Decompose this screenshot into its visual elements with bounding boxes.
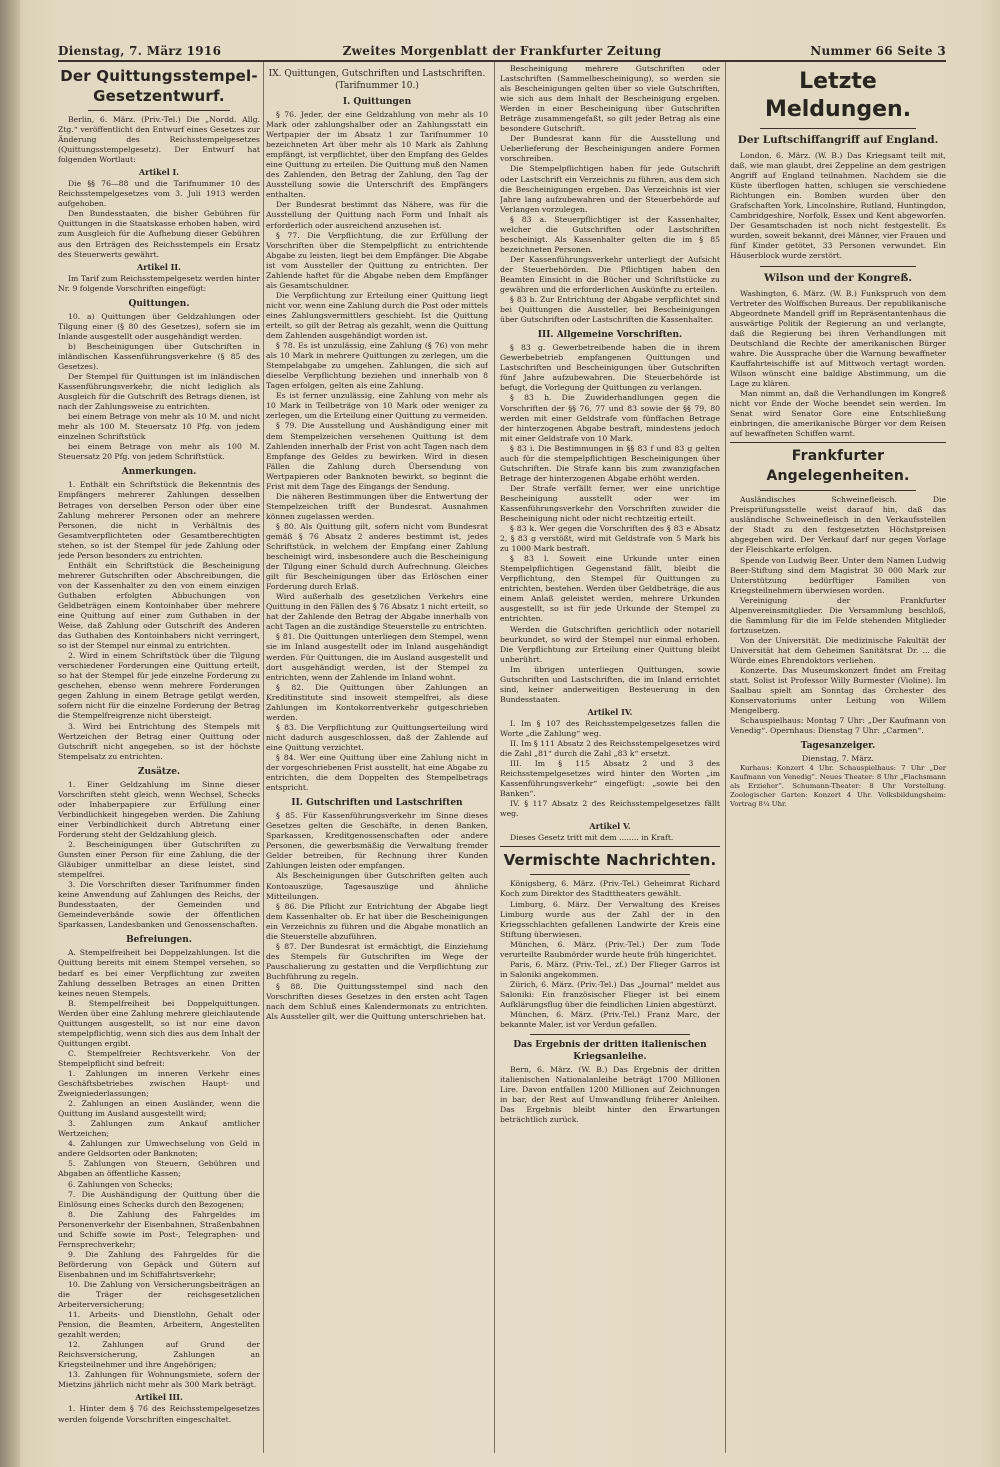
paragraph: Im übrigen unterliegen Quittungen, sowie Gutschriften und Lastschriften, die im Inland errichtet sind, keiner anderweitigen Besteuerung in den Bundesstaaten. (500, 664, 720, 704)
section-rule (500, 846, 720, 847)
paragraph: § 85. Für Kassenführungsverkehr im Sinne dieses Gesetzes gelten die Geschäfte, in denen Banken, Sparkassen, Kreditgenossenschaften oder andere Personen, die gewerbsmäßig die Verwaltung fremder Gelder betreiben, für Rechnung ihrer Kunden Zahlungen leisten oder empfangen. (266, 811, 488, 871)
paragraph: IV. § 117 Absatz 2 des Reichsstempelgesetzes fällt weg. (500, 799, 720, 819)
paragraph: Der Strafe verfällt ferner, wer eine unrichtige Bescheinigung ausstellt oder wer im Kassenführungsverkehr den Vorschriften zuwider die Bescheinigung nicht oder nicht rechtzeitig erteilt. (500, 483, 720, 524)
paragraph: Bern, 6. März. (W. B.) Das Ergebnis der dritten italienischen Nationalanleihe beträgt 1700 Millionen Lire. Davon entfallen 1200 Millionen auf Zeichnungen in bar, der Rest auf Umwandlung früherer Anleihen. Das Ergebnis bleibt hinter den Erwartungen beträchtlich zurück. (500, 1065, 720, 1125)
section-heading: Anmerkungen. (121, 467, 197, 478)
paragraph: Dieses Gesetz tritt mit dem ........ in Kraft. (510, 833, 674, 843)
section-heading: II. Gutschriften und Lastschriften (291, 798, 463, 809)
paragraph: Limburg, 6. März. Der Verwaltung des Kreises Limburg wurde aus der Zahl der in den Kriegsschlachten gefallenen Landwirte der Kreis eine Stiftung überwiesen. (500, 899, 720, 939)
paragraph: Von der Universität. Die medizinische Fakultät der Universität hat dem Geheimen Sanitätsrat Dr. ... die Würde eines Ehrendoktors verliehen. (730, 635, 946, 665)
paragraph: § 84. Wer eine Quittung über eine Zahlung nicht in der vorgeschriebenen Frist ausstellt, hat eine Abgabe zu entrichten, die dem Doppelten des Stempelbetrags entspricht. (266, 753, 488, 793)
section-title: Letzte Meldungen. (764, 69, 912, 122)
paragraph: 11. Arbeits- und Dienstlohn, Gehalt oder Pension, die Beamten, Arbeitern, Angestellten gezahlt werden; (58, 1310, 260, 1340)
paragraph: 5. Zahlungen von Steuern, Gebühren und Abgaben an öffentliche Kassen; (58, 1159, 260, 1179)
article-title: Wilson und der Kongreß. (764, 271, 912, 284)
paragraph: Der Bundesrat kann für die Ausstellung und Ueberlieferung der Bescheinigungen andere Formen vorschreiben. (500, 134, 720, 164)
paragraph: Als Bescheinigungen über Gutschriften gelten auch Kontoauszüge, Tagesauszüge und ähnliche Mitteilungen. (266, 871, 488, 901)
paragraph: § 83 i. Die Bestimmungen in §§ 83 f und 83 g gelten auch für die stempelpflichtigen Bescheinigungen über Gutschriften. Die Strafe kann bis zum zwanzigfachen Betrage der hinterzogenen Abgabe erhöht werden. (500, 443, 720, 483)
section-heading: III. Allgemeine Vorschriften. (537, 330, 683, 341)
section-heading: Quittungen. (128, 298, 190, 309)
section-heading: I. Quittungen (342, 97, 412, 107)
paragraph: C. Stempelfreier Rechtsverkehr. Von der Stempelpflicht sind befreit: (58, 1048, 260, 1068)
paragraph: Werden die Gutschriften gerichtlich oder notariell beurkundet, so wird der Stempel nur einmal erhoben. Die Verpflichtung zur Erteilung einer Quittung bleibt unberührt. (500, 624, 720, 664)
paragraph: Enthält ein Schriftstück die Bescheinigung mehrerer Gutschriften oder Abschreibungen, die von der Kassenhalter zu den von einem einzigen Guthaben erfolgten Abbuchungen von Geldbeträgen einem Kontoinhaber über mehrere eine Quittung auf einer zum Guthaben in der Weise, daß Zahlung oder Gutschrift des Anderen das Guthaben des Kontoinhabers nicht verringert, so ist der Stempel nur einmal zu entrichten. (58, 560, 260, 651)
column-1 (58, 64, 260, 1453)
paragraph: II. Im § 111 Absatz 2 des Reichsstempelgesetzes wird die Zahl „81“ durch die Zahl „83 k“ ersetzt. (500, 739, 720, 759)
paragraph: Spende von Ludwig Beer. Unter dem Namen Ludwig Beer-Stiftung sind dem Magistrat 30 000 Mark zur Unterstützung bedürftiger Familien von Kriegsteilnehmern überwiesen worden. (730, 555, 946, 595)
column-divider (494, 62, 495, 1453)
section-heading: Tagesanzeiger. (800, 741, 876, 752)
paragraph: Man nimmt an, daß die Verhandlungen im Kongreß nicht vor Ende der Woche beendet sein werden. Im Senat wird Senator Gore eine Entschließung einbringen, die amerikanische Bürger vor dem Reisen auf bewaffneten Schiffen warnt. (730, 388, 946, 439)
paragraph: § 86. Die Pflicht zur Entrichtung der Abgabe liegt dem Kassenhalter ob. Er hat über die Bescheinigungen ein Verzeichnis zu führen und die Abgabe monatlich an die Steuerstelle abzuführen. (266, 901, 488, 941)
paragraph: § 83 l. Soweit eine Urkunde unter einen Stempelpflichtigen Gegenstand fällt, bleibt die Verpflichtung, den Stempel für Quittungen zu entrichten, bestehen. Werden über Geldbeträge, die aus einem Anlaß geleistet werden, mehrere Urkunden ausgestellt, so ist für jede Urkunde der Stempel zu entrichten. (500, 554, 720, 624)
article-heading: Artikel V. (589, 821, 631, 832)
paragraph: Die näheren Bestimmungen über die Entwertung der Stempelzeichen trifft der Bundesrat. Ausnahmen können zugelassen werden. (266, 491, 488, 521)
paragraph: 9. Die Zahlung des Fahrgeldes für die Beförderung von Gepäck und Gütern auf Eisenbahnen und im Schiffahrtsverkehr; (58, 1249, 260, 1279)
section-rule (730, 442, 946, 443)
title-rule (530, 874, 690, 875)
paragraph: § 76. Jeder, der eine Geldzahlung von mehr als 10 Mark oder zahlungshalber oder an Zahlungsstatt ein Wertpapier der im Absatz 1 zur Tarifnummer 10 bezeichneten Art über mehr als 10 Mark als Zahlung empfängt, ist verpflichtet, über den Empfang des Geldes eine Quittung zu erteilen. Die Quittung muß den Namen des Zahlenden, den Betrag der Zahlung, den Tag der Ausstellung sowie die Unterschrift des Empfängers enthalten. (266, 110, 488, 200)
paragraph: 10. a) Quittungen über Geldzahlungen oder Tilgung einer (§ 80 des Gesetzes), sofern sie im Inlande ausgestellt oder ausgehändigt werden. (58, 311, 260, 341)
paragraph: § 88. Die Quittungsstempel sind nach den Vorschriften dieses Gesetzes in den ersten acht Tagen nach dem Schluß eines Kalendermonats zu entrichten. Als Aussteller gilt, wer die Quittung unterschrieben hat. (266, 981, 488, 1022)
paragraph: 4. Zahlungen zur Umwechselung von Geld in andere Geldsorten oder Banknoten; (58, 1139, 260, 1159)
paragraph: § 87. Der Bundesrat ist ermächtigt, die Einziehung des Stempels für Gutschriften im Wege der Pauschalierung zu gestatten und die Verpflichtung zur Buchführung zu regeln. (266, 941, 488, 981)
title-rule (88, 110, 230, 111)
binding-edge (0, 0, 20, 1467)
paragraph: Der Bundesrat bestimmt das Nähere, was für die Ausstellung der Quittung nach Form und Inhalt als erforderlich oder ausreichend anzusehen ist. (266, 200, 488, 230)
column-divider (725, 62, 726, 1453)
paragraph: § 83 h. Die Zuwiderhandlungen gegen die Vorschriften der §§ 76, 77 und 83 sowie der §§ 79, 80 werden mit einer Geldstrafe vom fünffachen Betrage der hinterzogenen Abgabe bestraft, mindestens jedoch mit einer Geldstrafe von 10 Mark. (500, 393, 720, 443)
header-masthead: Zweites Morgenblatt der Frankfurter Zeitung (342, 44, 662, 58)
paragraph: I. Im § 107 des Reichsstempelgesetzes fallen die Worte „die Zahlung“ weg. (500, 718, 720, 738)
section-heading: Zusätze. (137, 766, 181, 777)
title-rule (760, 490, 916, 491)
title-rule (530, 1034, 690, 1035)
paragraph: 2. Wird in einem Schriftstück über die Tilgung verschiedener Forderungen eine Quittung erteilt, so hat der Stempel für jede einzelne Forderung zu geschehen, ebenso wenn mehrere Forderungen gegen Zahlung in einem Betrage getilgt werden, sofern nicht für die einzelne Forderung der Betrag die Stempelfreigrenze nicht übersteigt. (58, 651, 260, 721)
paragraph: 6. Zahlungen von Schecks; (68, 1179, 173, 1189)
paragraph: § 81. Die Quittungen unterliegen dem Stempel, wenn sie im Inland ausgestellt oder im Inland ausgehändigt werden. Für Quittungen, die im Ausland ausgestellt und dort ausgehändigt werden, ist der Stempel zu entrichten, wenn der Zahlende im Inland wohnt. (266, 632, 488, 682)
paragraph: Den Bundesstaaten, die bisher Gebühren für Quittungen in die Staatskasse erhoben haben, wird zum Ausgleich für die Aufhebung dieser Gebühren aus den Erträgen des Reichsstempels ein Ersatz des Steuerwerts gewährt. (58, 209, 260, 259)
paragraph: Berlin, 6. März. (Priv.-Tel.) Die „Nordd. Allg. Ztg.“ veröffentlicht den Entwurf eines Gesetzes zur Änderung des Reichsstempelgesetzes (Quittungsstempelgesetz). Der Entwurf hat folgenden Wortlaut: (58, 115, 260, 165)
paragraph: Dienstag, 7. März. (802, 754, 874, 764)
section-title: Vermischte Nachrichten. (503, 851, 717, 870)
paragraph: § 79. Die Ausstellung und Aushändigung einer mit dem Stempelzeichen versehenen Quittung ist dem Zahlenden innerhalb der Frist von acht Tagen nach dem Empfange des Geldes zu bewirken. Wird in diesen Fällen die Zahlung durch Übersendung von Wertpapieren oder Banknoten bewirkt, so beginnt die Frist mit dem Tage des Eingangs der Sendung. (266, 421, 488, 491)
paragraph: Washington, 6. März. (W. B.) Funkspruch von dem Vertreter des Wolffschen Bureaus. Der republikanische Abgeordnete Mandell griff im Repräsentantenhaus die auswärtige Politik der Regierung an und verlangte, daß die Regierung bei ihren Verhandlungen mit Deutschland die Rechte der amerikanischen Bürger wahre. Die Aussprache über die Warnung bewaffneter Kauffahrteischiffe ist auf Mittwoch vertagt worden. Wilson wünscht eine baldige Abstimmung, um die Lage zu klären. (730, 288, 946, 388)
paragraph: Königsberg, 6. März. (Priv.-Tel.) Geheimrat Richard Koch zum Direktor des Stadttheaters gewählt. (500, 879, 720, 899)
paragraph: Ausländisches Schweinefleisch. Die Preisprüfungsstelle weist darauf hin, daß das ausländische Schweinefleisch in den Verkaufsstellen der Stadt zu den festgesetzten Höchstpreisen abgegeben wird. Der Verkauf darf nur gegen Vorlage der Fleischkarte erfolgen. (730, 495, 946, 555)
paragraph: 13. Zahlungen für Wohnungsmiete, sofern der Mietzins jährlich nicht mehr als 300 Mark beträgt. (58, 1370, 260, 1390)
paragraph: 1. Enthält ein Schriftstück die Bekenntnis des Empfängers mehrerer Zahlungen desselben Betrages von derselben Person oder über eine Zahlung mehrerer Personen oder an mehrere Personen, die nicht in Verhältnis des Gesamtverpflichteten oder Gesamtberechtigten stehen, so ist der Stempel für jede Zahlung oder jede Person besonders zu entrichten. (58, 480, 260, 560)
paragraph: 10. Die Zahlung von Versicherungsbeiträgen an die Träger der reichsgesetzlichen Arbeiterversicherung; (58, 1279, 260, 1310)
header-date: Dienstag, 7. März 1916 (58, 44, 222, 58)
paragraph: 3. Zahlungen zum Ankauf amtlicher Wertzeichen; (58, 1119, 260, 1139)
column-2 (266, 64, 488, 1453)
paragraph: Vereinigung der Frankfurter Alpenvereinsmitglieder. Die Versammlung beschloß, die Sammlung für die im Felde stehenden Mitglieder fortzusetzen. (730, 595, 946, 635)
paragraph: Es ist ferner unzulässig, eine Zahlung von mehr als 10 Mark in Teilbeträge von 10 Mark oder weniger zu zerlegen, um die Erteilung einer Quittung zu vermeiden. (266, 391, 488, 421)
paragraph: III. Im § 115 Absatz 2 und 3 des Reichsstempelgesetzes wird hinter den Worten „im Kassenführungsverkehr“ eingefügt: „sowie bei den Banken“. (500, 759, 720, 799)
header-page-number: Nummer 66 Seite 3 (810, 44, 946, 58)
column-divider (263, 62, 264, 1453)
section-heading: Das Ergebnis der dritten italienischen Kriegsanleihe. (513, 1040, 707, 1063)
paragraph: A. Stempelfreiheit bei Doppelzahlungen. Ist die Quittung bereits mit einem Stempel versehen, so bedarf es bei einer Verpflichtung zur zweiten Zahlung desselben Betrages an einen Dritten keines neuen Stempels. (58, 948, 260, 998)
column-4 (730, 64, 946, 1453)
paragraph: München, 6. März. (Priv.-Tel.) Der zum Tode verurteilte Raubmörder wurde heute früh hingerichtet. (500, 939, 720, 959)
section-title: Frankfurter Angelegenheiten. (766, 448, 910, 485)
paragraph: Zürich, 6. März. (Priv.-Tel.) Das „Journal“ meldet aus Saloniki: Ein französischer Flieger ist bei einem Aufklärungsflug über die feindlichen Linien abgestürzt. (500, 979, 720, 1009)
paragraph: 3. Wird bei Entrichtung des Stempels mit Wertzeichen der Betrag einer Quittung oder Gutschrift nicht angegeben, so ist der höchste Stempelsatz zu entrichten. (58, 721, 260, 761)
paragraph: 2. Bescheinigungen über Gutschriften zu Gunsten einer Person für eine Zahlung, die der Gläubiger unmittelbar an diese leistet, sind stempelfrei. (58, 840, 260, 880)
paragraph: B. Stempelfreiheit bei Doppelquittungen. Werden über eine Zahlung mehrere gleichlautende Quittungen ausgestellt, so ist nur eine davon stempelpflichtig, wenn sich dies aus dem Inhalt der Quittungen ergibt. (58, 998, 260, 1048)
paragraph: Der Kassenführungsverkehr unterliegt der Aufsicht der Steuerbehörden. Die Pflichtigen haben den Beamten Einsicht in die Bücher und Schriftstücke zu gewähren und die erforderlichen Auskünfte zu erteilen. (500, 254, 720, 295)
section-heading: Befreiungen. (126, 935, 192, 946)
paragraph: Die Verpflichtung zur Erteilung einer Quittung liegt nicht vor, wenn eine Zahlung durch die Post oder mittels eines Zahlungsvermittlers geschieht. Ist die Quittung erteilt, so gilt der Betrag als gezahlt, wenn die Quittung dem Zahlenden ausgehändigt worden ist. (266, 290, 488, 341)
paragraph: § 83 a. Steuerpflichtiger ist der Kassenhalter, welcher die Gutschriften oder Lastschriften bescheinigt. Als Kassenhalter gelten die im § 85 bezeichneten Personen. (500, 214, 720, 254)
paragraph: 1. Hinter dem § 76 des Reichsstempelgesetzes werden folgende Vorschriften eingeschaltet. (58, 1404, 260, 1424)
paragraph: § 83 b. Zur Entrichtung der Abgabe verpflichtet sind bei Quittungen die Aussteller, bei Bescheinigungen über Gutschriften oder Lastschriften die Kassenhalter. (500, 295, 720, 325)
paragraph: § 77. Die Verpflichtung, die zur Erfüllung der Vorschriften über die Stempelpflicht zu entrichtende Abgabe zu leisten, liegt bei dem Empfänger. Die Abgabe ist vom Aussteller der Quittung zu entrichten. Der Zahlende haftet für die Abgabe neben dem Empfänger als Gesamtschuldner. (266, 230, 488, 290)
paragraph: bei einem Betrage von mehr als 100 M. Steuersatz 20 Pfg. von jedem Schriftstück. (58, 442, 260, 462)
paragraph: Paris, 6. März. (Priv.-Tel., zf.) Der Flieger Garros ist in Saloniki angekommen. (500, 959, 720, 979)
title-rule (760, 266, 916, 267)
paragraph: 2. Zahlungen an einen Ausländer, wenn die Quittung im Ausland ausgestellt wird; (58, 1099, 260, 1119)
paragraph: Wird außerhalb des gesetzlichen Verkehrs eine Quittung in den Fällen des § 76 Absatz 1 nicht erteilt, so hat der Zahlende den Betrag der Abgabe innerhalb von acht Tagen an die zuständige Steuerstelle zu entrichten. (266, 592, 488, 632)
article-title: Der Luftschiffangriff auf England. (737, 134, 939, 146)
article-heading: Artikel III. (135, 1392, 183, 1403)
article-heading: Artikel IV. (587, 706, 633, 717)
paragraph: München, 6. März. (Priv.-Tel.) Franz Marc, der bekannte Maler, ist vor Verdun gefallen. (500, 1010, 720, 1030)
paragraph: 8. Die Zahlung des Fahrgeldes im Personenverkehr der Eisenbahnen, Straßenbahnen und Schiffe sowie im Post-, Telegraphen- und Fernsprechverkehr; (58, 1209, 260, 1249)
paragraph: Bescheinigung mehrere Gutschriften oder Lastschriften (Sammelbescheinigung), so werden sie als Bescheinigungen gelten über so viele Gutschriften, wie sich aus dem Inhalt der Bescheinigung ergeben. Werden in einer Bescheinigung über Gutschriften Beträge zusammengefaßt, so gilt jeder Betrag als eine besondere Gutschrift. (500, 64, 720, 134)
paragraph: Kurhaus: Konzert 4 Uhr. Schauspielhaus: 7 Uhr „Der Kaufmann von Venedig“. Neues Theater: 8 Uhr „Flachsmann als Erzieher“. Schumann-Theater: 8 Uhr Vorstellung. Zoologischer Garten: Konzert 4 Uhr. Volksbildungsheim: Vortrag 8¼ Uhr. (730, 764, 946, 809)
paragraph: bei einem Betrage von mehr als 10 M. und nicht mehr als 100 M. Steuersatz 10 Pfg. von jedem einzelnen Schriftstück (58, 412, 260, 442)
paragraph: 3. Die Vorschriften dieser Tarifnummer finden keine Anwendung auf Zahlungen des Reichs, der Bundesstaaten, der Gemeinden und Gemeindeverbände sowie der öffentlichen Sparkassen, Landesbanken und Genossenschaften. (58, 880, 260, 930)
paragraph: § 83 k. Wer gegen die Vorschriften des § 83 e Absatz 2, § 83 g verstößt, wird mit Geldstrafe von 5 Mark bis zu 1000 Mark bestraft. (500, 524, 720, 554)
paragraph: § 83. Die Verpflichtung zur Quittungserteilung wird nicht dadurch ausgeschlossen, daß der Zahlende auf eine Quittung verzichtet. (266, 722, 488, 752)
article-heading: Artikel I. (138, 167, 180, 178)
paragraph: § 83 g. Gewerbetreibende haben die in ihrem Gewerbebetrieb empfangenen Quittungen und Lastschriften und Bescheinigungen über Gutschriften fünf Jahre aufzubewahren. Die Steuerbehörde ist befugt, die Vorlegung der Quittungen zu verlangen. (500, 343, 720, 393)
paragraph: Im Tarif zum Reichsstempelgesetz werden hinter Nr. 9 folgende Vorschriften eingefügt: (58, 273, 260, 293)
title-rule (760, 128, 916, 129)
paragraph: 7. Die Aushändigung der Quittung über die Einlösung eines Schecks durch den Bezogenen; (58, 1189, 260, 1209)
header-rule (58, 60, 946, 62)
paragraph: § 82. Die Quittungen über Zahlungen an Kreditinstitute sind insoweit stempelfrei, als diese Zahlungen im Kontokorrentverkehr gutgeschrieben werden. (266, 682, 488, 722)
paragraph: 1. Einer Geldzahlung im Sinne dieser Vorschriften steht gleich, wenn Wechsel, Schecks oder Inhaberpapiere zur Erfüllung einer Verbindlichkeit hingegeben werden. Die Zahlung einer Verbindlichkeit durch Abtretung einer Forderung steht der Geldzahlung gleich. (58, 779, 260, 839)
paragraph: Konzerte. Das Museumskonzert findet am Freitag statt. Solist ist Professor Willy Burmester (Violine). Im Saalbau spielt am Sonntag das Orchester des Konservatoriums unter Leitung von Willem Mengelberg. (730, 666, 946, 716)
paragraph: § 78. Es ist unzulässig, eine Zahlung (§ 76) von mehr als 10 Mark in mehrere Quittungen zu zerlegen, um die Stempelabgabe zu umgehen. Zahlungen, die sich auf dieselbe Verpflichtung beziehen und innerhalb von 8 Tagen erfolgen, gelten als eine Zahlung. (266, 341, 488, 391)
paragraph: Die Stempelpflichtigen haben für jede Gutschrift oder Lastschrift ein Verzeichnis zu führen, aus dem sich die Bescheinigungen ergeben. Das Verzeichnis ist vier Jahre lang aufzubewahren und der Steuerbehörde auf Verlangen vorzulegen. (500, 164, 720, 214)
section-heading: IX. Quittungen, Gutschriften und Lastschriften. (Tarifnummer 10.) (268, 69, 486, 91)
paragraph: 12. Zahlungen auf Grund der Reichsversicherung, Zahlungen an Kriegsteilnehmer und ihre Angehörigen; (58, 1340, 260, 1370)
paragraph: Schauspielhaus: Montag 7 Uhr: „Der Kaufmann von Venedig“. Opernhaus: Dienstag 7 Uhr: „Carmen“. (730, 716, 946, 736)
paragraph: § 80. Als Quittung gilt, sofern nicht vom Bundesrat gemäß § 76 Absatz 2 anderes bestimmt ist, jedes Schriftstück, in welchem der Empfang einer Zahlung bescheinigt wird, insbesondere auch die Bescheinigung der Tilgung einer Schuld durch Aufrechnung. Gleiches gilt für Bescheinigungen über das Erlöschen einer Forderung durch Erlaß. (266, 521, 488, 592)
column-3 (500, 64, 720, 1453)
article-title: Der Quittungsstempel-Gesetzentwurf. (60, 67, 258, 105)
paragraph: b) Bescheinigungen über Gutschriften in inländischen Kassenführungsverkehre (§ 85 des Gesetzes). (58, 341, 260, 371)
paragraph: Der Stempel für Quittungen ist im inländischen Kassenführungsverkehr, die nicht lediglich als Ausgleich für die Gutschrift des Betrags dienen, ist nach der Zahlungsweise zu entrichten. (58, 371, 260, 412)
article-heading: Artikel II. (137, 261, 181, 272)
paragraph: 1. Zahlungen im inneren Verkehr eines Geschäftsbetriebes zwischen Haupt- und Zweigniederlassungen; (58, 1068, 260, 1099)
paragraph: London, 6. März. (W. B.) Das Kriegsamt teilt mit, daß, wie man glaubt, drei Zeppeline an dem gestrigen Angriff auf England teilnahmen. Nachdem sie die Küste überflogen hatten, schlugen sie verschiedene Richtungen ein. Bomben wurden über den Grafschaften York, Lincolnshire, Rutland, Huntingdon, Cambridgeshire, Norfolk, Essex und Kent abgeworfen. Der Gesamtschaden ist noch nicht festgestellt. Es wurden, soweit bekannt, drei Männer, vier Frauen und fünf Kinder getötet, 33 Personen verwundet. Ein Häuserblock wurde zerstört. (730, 151, 946, 261)
paragraph: Die §§ 76—88 und die Tarifnummer 10 des Reichsstempelgesetzes vom 3. Juli 1913 werden aufgehoben. (58, 179, 260, 209)
